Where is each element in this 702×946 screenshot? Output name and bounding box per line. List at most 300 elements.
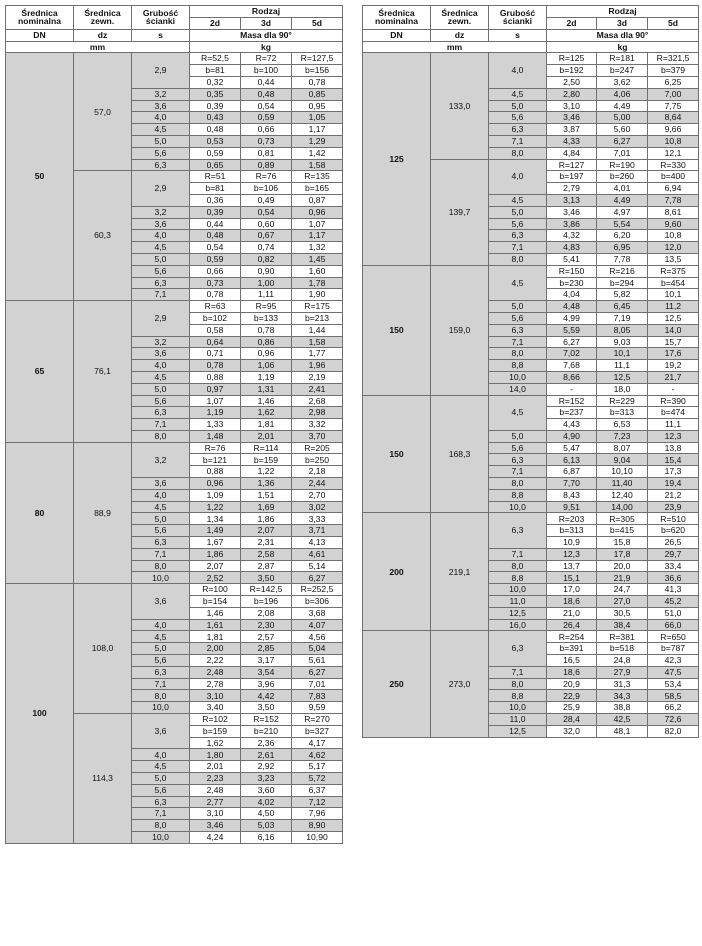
s-cell: 7,1: [489, 466, 547, 478]
mass-cell: 0,86: [241, 336, 292, 348]
mass-cell: 0,35: [190, 88, 241, 100]
dn-cell: 50: [6, 53, 74, 301]
mass-cell: 0,81: [241, 147, 292, 159]
mass-cell: 4,49: [597, 100, 648, 112]
mass-cell: 4,13: [292, 537, 343, 549]
s-cell: 5,0: [489, 430, 547, 442]
mass-cell: 1,46: [241, 395, 292, 407]
mass-cell: 17,3: [648, 466, 699, 478]
mass-cell: 7,19: [597, 312, 648, 324]
s-cell: 3,6: [132, 478, 190, 490]
mass-cell: 2,87: [241, 560, 292, 572]
mass-cell: 0,39: [190, 100, 241, 112]
mass-cell: 0,66: [241, 124, 292, 136]
s-cell: 7,1: [489, 135, 547, 147]
mass-cell: 3,33: [292, 513, 343, 525]
mass-cell: 34,3: [597, 690, 648, 702]
mass-cell: 48,1: [597, 725, 648, 737]
mass-cell: 21,2: [648, 489, 699, 501]
s-cell: 2,9: [132, 53, 190, 88]
radius-cell: R=375: [648, 265, 699, 277]
mass-cell: 7,23: [597, 430, 648, 442]
mass-cell: 1,05: [292, 112, 343, 124]
mass-cell: 26,5: [648, 537, 699, 549]
radius-cell: R=63: [190, 301, 241, 313]
header-2d: 2d: [547, 18, 597, 30]
mass-cell: 3,96: [241, 678, 292, 690]
mass-cell: 0,96: [292, 206, 343, 218]
mass-cell: 5,03: [241, 820, 292, 832]
s-cell: 2,9: [132, 301, 190, 336]
mass-cell: 8,64: [648, 112, 699, 124]
mass-cell: 0,43: [190, 112, 241, 124]
table-row: [363, 265, 699, 277]
header-kg: kg: [547, 41, 699, 53]
mass-cell: 19,2: [648, 360, 699, 372]
radius-cell: R=252,5: [292, 584, 343, 596]
mass-cell: 2,23: [190, 773, 241, 785]
length-cell: b=102: [190, 312, 241, 324]
mass-cell: 11,1: [648, 419, 699, 431]
dn-cell: 100: [6, 584, 74, 844]
mass-cell: 1,48: [190, 430, 241, 442]
mass-cell: 6,94: [648, 183, 699, 195]
radius-cell: R=203: [547, 513, 597, 525]
mass-cell: 7,12: [292, 796, 343, 808]
s-cell: 5,6: [489, 218, 547, 230]
length-cell: b=474: [648, 407, 699, 419]
length-cell: b=197: [547, 171, 597, 183]
mass-cell: 17,6: [648, 348, 699, 360]
s-cell: 10,0: [489, 501, 547, 513]
dn-cell: 125: [363, 53, 431, 265]
s-cell: 11,0: [489, 714, 547, 726]
mass-cell: 12,0: [648, 242, 699, 254]
s-cell: 7,1: [132, 678, 190, 690]
mass-cell: 7,01: [292, 678, 343, 690]
mass-cell: 13,8: [648, 442, 699, 454]
header-mm: mm: [6, 41, 190, 53]
mass-cell: 8,66: [547, 371, 597, 383]
length-cell: b=518: [597, 643, 648, 655]
header-dn: DN: [6, 29, 74, 41]
mass-cell: 1,00: [241, 277, 292, 289]
radius-cell: R=127: [547, 159, 597, 171]
mass-cell: 9,66: [648, 124, 699, 136]
mass-cell: 10,8: [648, 230, 699, 242]
length-cell: b=415: [597, 525, 648, 537]
s-cell: 3,6: [132, 218, 190, 230]
mass-cell: 7,78: [597, 253, 648, 265]
dz-cell: 57,0: [74, 53, 132, 171]
s-cell: 4,5: [132, 242, 190, 254]
mass-cell: 7,78: [648, 194, 699, 206]
mass-cell: 33,4: [648, 560, 699, 572]
length-cell: b=454: [648, 277, 699, 289]
mass-cell: 0,54: [241, 206, 292, 218]
mass-cell: 2,08: [241, 607, 292, 619]
header-5d: 5d: [648, 18, 699, 30]
s-cell: 4,0: [489, 159, 547, 194]
radius-cell: R=381: [597, 631, 648, 643]
s-cell: 10,0: [489, 371, 547, 383]
mass-cell: 2,18: [292, 466, 343, 478]
dz-cell: 60,3: [74, 171, 132, 301]
mass-cell: 1,81: [241, 419, 292, 431]
mass-cell: 1,22: [190, 501, 241, 513]
radius-cell: R=127,5: [292, 53, 343, 65]
mass-cell: 2,79: [547, 183, 597, 195]
mass-cell: 4,33: [547, 135, 597, 147]
s-cell: 5,6: [489, 442, 547, 454]
mass-cell: 5,41: [547, 253, 597, 265]
right-table: [362, 5, 699, 738]
mass-cell: 1,90: [292, 289, 343, 301]
mass-cell: 6,27: [292, 666, 343, 678]
mass-cell: 0,73: [241, 135, 292, 147]
mass-cell: 4,42: [241, 690, 292, 702]
mass-cell: 3,10: [190, 690, 241, 702]
mass-cell: 2,01: [241, 430, 292, 442]
mass-cell: 1,81: [190, 631, 241, 643]
s-cell: 4,5: [132, 631, 190, 643]
mass-cell: 1,67: [190, 537, 241, 549]
mass-cell: 18,6: [547, 666, 597, 678]
mass-cell: 6,27: [547, 336, 597, 348]
mass-cell: 4,56: [292, 631, 343, 643]
mass-cell: 1,17: [292, 124, 343, 136]
mass-cell: 4,07: [292, 619, 343, 631]
mass-cell: 2,50: [547, 76, 597, 88]
mass-cell: 4,17: [292, 737, 343, 749]
mass-cell: 20,9: [547, 678, 597, 690]
s-cell: 6,3: [132, 537, 190, 549]
mass-cell: 21,9: [597, 572, 648, 584]
mass-cell: 3,46: [190, 820, 241, 832]
mass-cell: 7,70: [547, 478, 597, 490]
s-cell: 8,0: [132, 560, 190, 572]
mass-cell: 0,44: [190, 218, 241, 230]
mass-cell: 1,22: [241, 466, 292, 478]
length-cell: b=81: [190, 183, 241, 195]
length-cell: b=237: [547, 407, 597, 419]
mass-cell: 6,27: [292, 572, 343, 584]
mass-cell: 15,4: [648, 454, 699, 466]
length-cell: b=165: [292, 183, 343, 195]
mass-cell: 10,1: [648, 289, 699, 301]
mass-cell: 82,0: [648, 725, 699, 737]
s-cell: 14,0: [489, 383, 547, 395]
mass-cell: 5,17: [292, 761, 343, 773]
s-cell: 3,6: [132, 584, 190, 619]
length-cell: b=313: [597, 407, 648, 419]
mass-cell: 0,78: [241, 324, 292, 336]
mass-cell: 0,60: [241, 218, 292, 230]
mass-cell: 26,4: [547, 619, 597, 631]
mass-cell: 45,2: [648, 596, 699, 608]
s-cell: 8,8: [489, 690, 547, 702]
s-cell: 6,3: [132, 796, 190, 808]
mass-cell: 0,48: [241, 88, 292, 100]
s-cell: 5,0: [132, 383, 190, 395]
s-cell: 5,0: [132, 135, 190, 147]
dn-cell: 200: [363, 513, 431, 631]
radius-cell: R=229: [597, 395, 648, 407]
s-cell: 4,0: [489, 53, 547, 88]
table-row: [6, 301, 343, 313]
length-cell: b=159: [241, 454, 292, 466]
mass-cell: 1,58: [292, 336, 343, 348]
mass-cell: 3,68: [292, 607, 343, 619]
header-dz: dz: [74, 29, 132, 41]
radius-cell: R=216: [597, 265, 648, 277]
radius-cell: R=190: [597, 159, 648, 171]
mass-cell: 3,13: [547, 194, 597, 206]
length-cell: b=400: [648, 171, 699, 183]
length-cell: b=100: [241, 65, 292, 77]
mass-cell: 11,2: [648, 301, 699, 313]
mass-cell: 0,64: [190, 336, 241, 348]
mass-cell: 10,90: [292, 831, 343, 843]
mass-cell: 4,01: [597, 183, 648, 195]
mass-cell: 4,61: [292, 548, 343, 560]
mass-cell: 0,87: [292, 194, 343, 206]
s-cell: 4,5: [132, 501, 190, 513]
header-srednica-nominalna: Średnica nominalna: [6, 6, 74, 30]
header-srednica-zewn: Średnica zewn.: [74, 6, 132, 30]
dn-cell: 150: [363, 395, 431, 513]
mass-cell: 8,90: [292, 820, 343, 832]
mass-cell: 1,07: [292, 218, 343, 230]
mass-cell: 0,59: [190, 147, 241, 159]
mass-cell: 0,44: [241, 76, 292, 88]
radius-cell: R=152: [241, 714, 292, 726]
header-5d: 5d: [292, 18, 343, 30]
mass-cell: 3,10: [190, 808, 241, 820]
mass-cell: -: [648, 383, 699, 395]
mass-cell: 10,10: [597, 466, 648, 478]
dn-cell: 150: [363, 265, 431, 395]
radius-cell: R=142,5: [241, 584, 292, 596]
radius-cell: R=390: [648, 395, 699, 407]
dz-cell: 273,0: [431, 631, 489, 737]
mass-cell: 29,7: [648, 548, 699, 560]
mass-cell: 3,71: [292, 525, 343, 537]
mass-cell: 5,72: [292, 773, 343, 785]
mass-cell: 0,49: [241, 194, 292, 206]
mass-cell: 66,2: [648, 702, 699, 714]
mass-cell: 4,97: [597, 206, 648, 218]
radius-cell: R=270: [292, 714, 343, 726]
s-cell: 8,0: [489, 478, 547, 490]
mass-cell: 14,00: [597, 501, 648, 513]
mass-cell: 2,48: [190, 784, 241, 796]
mass-cell: 7,68: [547, 360, 597, 372]
radius-cell: R=135: [292, 171, 343, 183]
radius-cell: R=76: [190, 442, 241, 454]
mass-cell: 12,3: [648, 430, 699, 442]
s-cell: 10,0: [489, 702, 547, 714]
length-cell: b=313: [547, 525, 597, 537]
s-cell: 5,6: [132, 655, 190, 667]
mass-cell: 4,99: [547, 312, 597, 324]
mass-cell: 38,8: [597, 702, 648, 714]
s-cell: 4,5: [132, 124, 190, 136]
mass-cell: 24,8: [597, 655, 648, 667]
mass-cell: 0,65: [190, 159, 241, 171]
s-cell: 4,0: [132, 230, 190, 242]
mass-cell: 3,60: [241, 784, 292, 796]
s-cell: 8,0: [489, 678, 547, 690]
mass-cell: 8,43: [547, 489, 597, 501]
mass-cell: 2,57: [241, 631, 292, 643]
s-cell: 12,5: [489, 725, 547, 737]
mass-cell: 58,5: [648, 690, 699, 702]
mass-cell: 6,25: [648, 76, 699, 88]
mass-cell: 0,54: [241, 100, 292, 112]
length-cell: b=159: [190, 725, 241, 737]
mass-cell: 2,30: [241, 619, 292, 631]
length-cell: b=213: [292, 312, 343, 324]
mass-cell: 12,40: [597, 489, 648, 501]
s-cell: 5,0: [132, 773, 190, 785]
mass-cell: 5,00: [597, 112, 648, 124]
mass-cell: 53,4: [648, 678, 699, 690]
radius-cell: R=181: [597, 53, 648, 65]
mass-cell: 9,60: [648, 218, 699, 230]
s-cell: 12,5: [489, 607, 547, 619]
s-cell: 6,3: [489, 124, 547, 136]
dz-cell: 139,7: [431, 159, 489, 265]
mass-cell: 3,02: [292, 501, 343, 513]
s-cell: 6,3: [489, 324, 547, 336]
mass-cell: 0,97: [190, 383, 241, 395]
table-row: [363, 631, 699, 643]
mass-cell: 2,01: [190, 761, 241, 773]
mass-cell: 0,74: [241, 242, 292, 254]
header-srednica-nominalna: Średnica nominalna: [363, 6, 431, 30]
mass-cell: 31,3: [597, 678, 648, 690]
s-cell: 6,3: [132, 666, 190, 678]
length-cell: b=787: [648, 643, 699, 655]
length-cell: b=247: [597, 65, 648, 77]
mass-cell: 2,22: [190, 655, 241, 667]
s-cell: 8,8: [489, 360, 547, 372]
s-cell: 3,2: [132, 206, 190, 218]
mass-cell: 12,5: [597, 371, 648, 383]
mass-cell: 2,77: [190, 796, 241, 808]
table-row: [363, 53, 699, 65]
s-cell: 7,1: [132, 289, 190, 301]
dn-cell: 250: [363, 631, 431, 737]
s-cell: 8,0: [489, 348, 547, 360]
s-cell: 8,8: [489, 489, 547, 501]
s-cell: 7,1: [489, 336, 547, 348]
mass-cell: 3,46: [547, 112, 597, 124]
mass-cell: 15,1: [547, 572, 597, 584]
header-masa: Masa dla 90°: [547, 29, 699, 41]
mass-cell: 7,75: [648, 100, 699, 112]
mass-cell: 8,07: [597, 442, 648, 454]
mass-cell: 0,78: [190, 360, 241, 372]
s-cell: 7,1: [132, 419, 190, 431]
mass-cell: 1,33: [190, 419, 241, 431]
mass-cell: 9,04: [597, 454, 648, 466]
s-cell: 7,1: [489, 548, 547, 560]
dz-cell: 168,3: [431, 395, 489, 513]
s-cell: 10,0: [132, 831, 190, 843]
s-cell: 5,6: [132, 784, 190, 796]
mass-cell: 1,62: [190, 737, 241, 749]
mass-cell: 36,6: [648, 572, 699, 584]
mass-cell: 0,78: [292, 76, 343, 88]
s-cell: 8,0: [489, 560, 547, 572]
left-table-body: [6, 53, 343, 843]
mass-cell: 1,78: [292, 277, 343, 289]
header-s: s: [132, 29, 190, 41]
mass-cell: 7,83: [292, 690, 343, 702]
left-table: [5, 5, 343, 844]
mass-cell: 0,59: [190, 253, 241, 265]
s-cell: 2,9: [132, 171, 190, 206]
s-cell: 5,0: [489, 100, 547, 112]
mass-cell: 3,54: [241, 666, 292, 678]
length-cell: b=133: [241, 312, 292, 324]
mass-cell: 4,32: [547, 230, 597, 242]
s-cell: 4,0: [132, 112, 190, 124]
mass-cell: 2,44: [292, 478, 343, 490]
mass-cell: 6,13: [547, 454, 597, 466]
s-cell: 8,0: [132, 820, 190, 832]
radius-cell: R=76: [241, 171, 292, 183]
mass-cell: 0,71: [190, 348, 241, 360]
mass-cell: 3,32: [292, 419, 343, 431]
mass-cell: 0,82: [241, 253, 292, 265]
mass-cell: 51,0: [648, 607, 699, 619]
mass-cell: 0,89: [241, 159, 292, 171]
radius-cell: R=321,5: [648, 53, 699, 65]
mass-cell: 1,42: [292, 147, 343, 159]
radius-cell: R=330: [648, 159, 699, 171]
header-rodzaj: Rodzaj: [190, 6, 343, 18]
mass-cell: 1,62: [241, 407, 292, 419]
s-cell: 3,6: [132, 348, 190, 360]
mass-cell: 14,0: [648, 324, 699, 336]
mass-cell: 1,86: [190, 548, 241, 560]
mass-cell: 47,5: [648, 666, 699, 678]
dz-cell: 133,0: [431, 53, 489, 159]
mass-cell: 2,52: [190, 572, 241, 584]
mass-cell: 18,0: [597, 383, 648, 395]
mass-cell: 1,49: [190, 525, 241, 537]
mass-cell: 5,47: [547, 442, 597, 454]
mass-cell: 0,53: [190, 135, 241, 147]
mass-cell: 3,17: [241, 655, 292, 667]
mass-cell: 7,02: [547, 348, 597, 360]
mass-cell: 0,96: [241, 348, 292, 360]
header-kg: kg: [190, 41, 343, 53]
mass-cell: 7,01: [597, 147, 648, 159]
header-3d: 3d: [241, 18, 292, 30]
mass-cell: 2,58: [241, 548, 292, 560]
mass-cell: 4,90: [547, 430, 597, 442]
s-cell: 4,5: [132, 371, 190, 383]
mass-cell: 17,8: [597, 548, 648, 560]
table-row: [6, 53, 343, 65]
mass-cell: 4,83: [547, 242, 597, 254]
mass-cell: 2,31: [241, 537, 292, 549]
length-cell: b=327: [292, 725, 343, 737]
